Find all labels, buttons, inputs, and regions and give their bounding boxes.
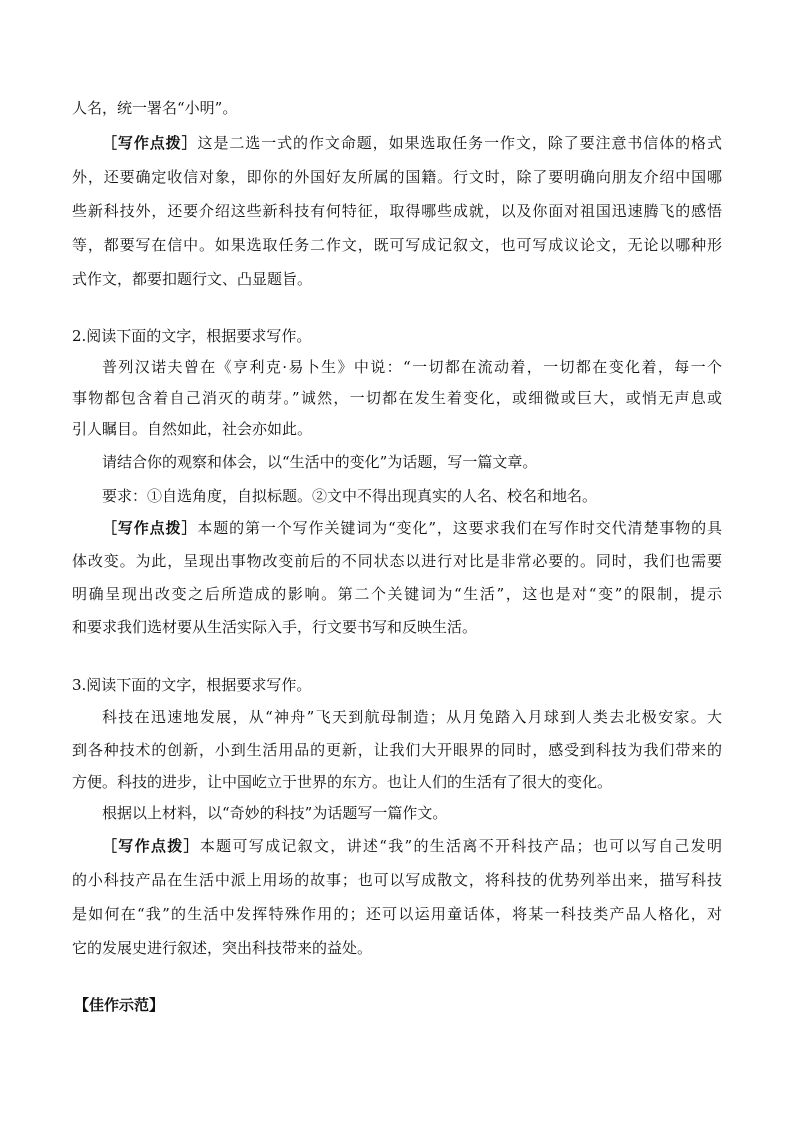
paragraph-line — [72, 235, 722, 255]
tip-tag: ［写作点拨］ — [102, 837, 200, 855]
quote-text: 普列汉诺夫曾在《亨利克·易卜生》中说：“一切都在流动着，一切都在变化着，每一个 — [102, 358, 722, 376]
tip-text: 体改变。为此，呈现出事物改变前后的不同状态以进行对比是非常必要的。同时，我们也需要 — [72, 552, 722, 570]
tip-text: 是如何在“我”的生活中发挥特殊作用的；还可以运用童话体，将某一科技类产品人格化，对 — [72, 905, 722, 923]
quote-line: 引人瞩目。自然如此，社会亦如此。 — [72, 420, 313, 438]
tip-text: 本题可写成记叙文，讲述“我”的生活离不开科技产品；也可以写自己发明 — [199, 837, 722, 855]
quote-line — [72, 388, 722, 408]
paragraph-line — [102, 518, 722, 538]
material-line — [72, 740, 722, 760]
tip-tag: ［写作点拨］ — [102, 134, 198, 152]
tip-text: 本题的第一个写作关键词为“变化”，这要求我们在写作时交代清楚事物的具 — [197, 519, 722, 537]
quote-line — [102, 357, 722, 377]
quote-text: 事物都包含着自己消灭的萌芽。”诚然，一切都在发生着变化，或细微或巨大，或悄无声息或 — [72, 389, 722, 407]
question-title: 2.阅读下面的文字，根据要求写作。 — [72, 327, 312, 345]
paragraph-line — [72, 904, 722, 924]
paragraph-line: 和要求我们选材要从生活实际入手，行文要书写和反映生活。 — [72, 618, 478, 636]
paragraph-line — [72, 167, 722, 187]
paragraph-line — [102, 836, 722, 856]
paragraph-line — [72, 870, 722, 890]
paragraph-line: 它的发展史进行叙述，突出科技带来的益处。 — [72, 939, 373, 957]
question-title: 3.阅读下面的文字，根据要求写作。 — [72, 676, 312, 694]
prompt-line: 请结合你的观察和体会，以“生活中的变化”为话题，写一篇文章。 — [102, 453, 538, 471]
tip-text: 这是二选一式的作文命题，如果选取任务一作文，除了要注意书信体的格式 — [197, 134, 722, 152]
tip-tag: ［写作点拨］ — [102, 519, 198, 537]
tip-text: 外，还要确定收信对象，即你的外国好友所属的国籍。行文时，除了要明确向朋友介绍中国哪 — [72, 168, 722, 186]
material-text: 科技在迅速地发展，从“神舟”飞天到航母制造；从月兔踏入月球到人类去北极安家。大 — [102, 708, 722, 726]
paragraph-line — [72, 201, 722, 221]
material-line — [102, 707, 722, 727]
paragraph-line — [102, 133, 722, 153]
paragraph-line: 人名，统一署名“小明”。 — [72, 99, 238, 117]
paragraph-line: 式作文，都要扣题行文、凸显题旨。 — [72, 270, 313, 288]
prompt-line: 根据以上材料，以“奇妙的科技”为话题写一篇作文。 — [102, 804, 448, 822]
tip-text: 些新科技外，还要介绍这些新科技有何特征，取得哪些成就，以及你面对祖国迅速腾飞的感悟 — [72, 202, 722, 220]
material-line: 方便。科技的进步，让中国屹立于世界的东方。也让人们的生活有了很大的变化。 — [72, 773, 613, 791]
tip-text: 明确呈现出改变之后所造成的影响。第二个关键词为“生活”，这也是对“变”的限制，提示 — [72, 585, 722, 603]
paragraph-line — [72, 584, 722, 604]
requirement-line: 要求：①自选角度，自拟标题。②文中不得出现真实的人名、校名和地名。 — [102, 487, 598, 505]
section-heading: 【佳作示范】 — [74, 996, 165, 1014]
material-text: 到各种技术的创新，小到生活用品的更新，让我们大开眼界的同时，感受到科技为我们带来的 — [72, 741, 722, 759]
tip-text: 的小科技产品在生活中派上用场的故事；也可以写成散文，将科技的优势列举出来，描写科技 — [72, 871, 722, 889]
tip-text: 等，都要写在信中。如果选取任务二作文，既可写成记叙文，也可写成议论文，无论以哪种形 — [72, 236, 722, 254]
paragraph-line — [72, 551, 722, 571]
